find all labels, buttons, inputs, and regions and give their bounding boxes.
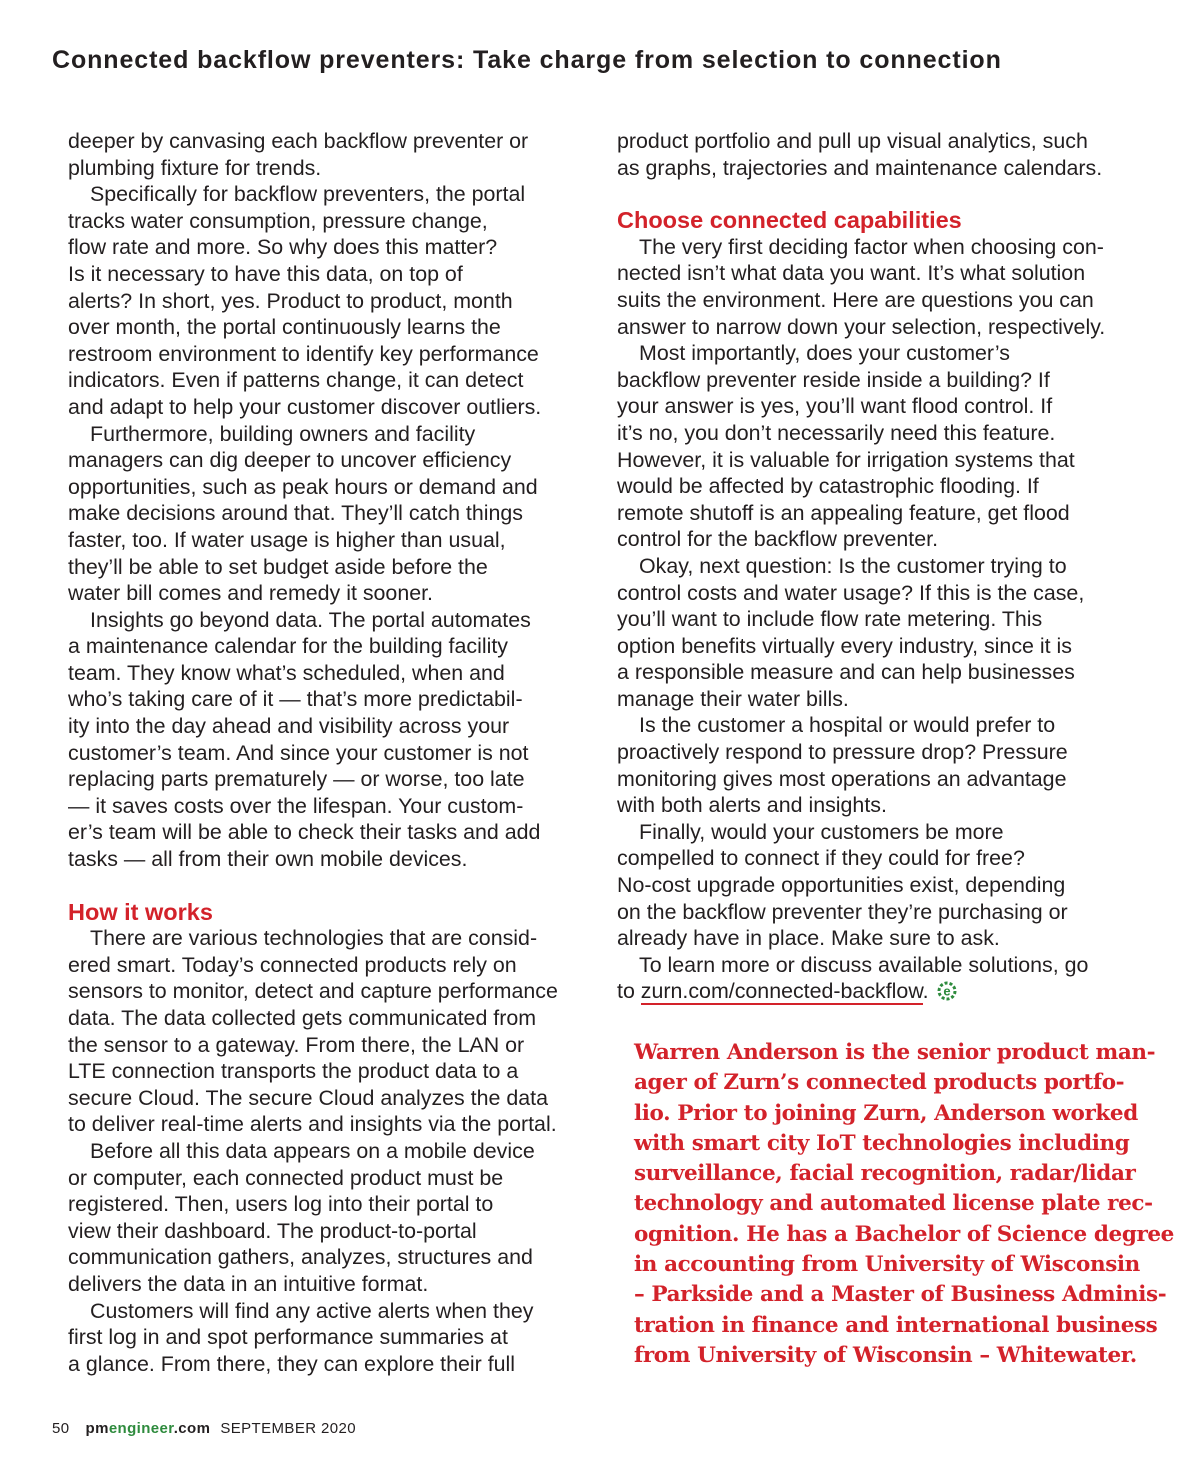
bio-line: Warren Anderson is the senior product man-: [634, 1040, 1156, 1065]
text-line: you’ll want to include flow rate metering. This: [617, 607, 1043, 632]
text-line: sensors to monitor, detect and capture performance: [68, 979, 558, 1004]
brand-engineer: engineer: [108, 1420, 174, 1437]
article-right-column: [617, 128, 1137, 1005]
text-line: Finally, would your customers be more: [639, 819, 1004, 844]
left-paragraphs-after-heading: [68, 925, 588, 1377]
text-line: However, it is valuable for irrigation systems that: [617, 447, 1075, 472]
text-line: over month, the portal continuously learns the: [68, 315, 501, 340]
bio-line: – Parkside and a Master of Business Adminis-: [634, 1282, 1167, 1308]
text-line: The very first deciding factor when choosing con-: [639, 234, 1104, 259]
end-of-article-icon: [937, 981, 957, 1001]
text-line: water bill comes and remedy it sooner.: [68, 581, 433, 606]
text-line: remote shutoff is an appealing feature, get flood: [617, 500, 1070, 525]
text-line: communication gathers, analyzes, structures and: [68, 1245, 533, 1270]
bio-line: technology and automated license plate rec-: [634, 1191, 1153, 1217]
text-line: option benefits virtually every industry, since it is: [617, 633, 1072, 658]
text-line: compelled to connect if they could for free?: [617, 846, 1025, 871]
closing-link-line: [617, 978, 1137, 1005]
brand-pm: pm: [85, 1420, 109, 1437]
text-line: or computer, each connected product must be: [68, 1165, 504, 1190]
text-line: a maintenance calendar for the building facility: [68, 634, 508, 659]
text-line: a glance. From there, they can explore their full: [68, 1351, 516, 1376]
page-title: Connected backflow preventers: Take charge from selection to connection: [52, 46, 1002, 74]
paragraph: [617, 712, 1137, 818]
bio-line: from University of Wisconsin – Whitewater.: [634, 1342, 1137, 1368]
text-line: — it saves costs over the lifespan. Your custom-: [68, 793, 524, 818]
issue-date: SEPTEMBER 2020: [220, 1420, 356, 1437]
text-line: customer’s team. And since your customer is not: [68, 740, 529, 765]
text-line: ity into the day ahead and visibility across your: [68, 714, 510, 739]
bio-line: tration in finance and international business: [634, 1312, 1158, 1338]
text-line: who’s taking care of it — that’s more predictabil-: [68, 687, 523, 712]
text-line: manage their water bills.: [617, 686, 849, 711]
text-line: tasks — all from their own mobile devices.: [68, 847, 468, 872]
text-line: Okay, next question: Is the customer trying to: [639, 553, 1067, 578]
text-line: make decisions around that. They’ll catch things: [68, 501, 523, 526]
paragraph: [617, 340, 1137, 553]
bio-line: in accounting from University of Wisconsin: [634, 1252, 1140, 1278]
text-line: faster, too. If water usage is higher than usual,: [68, 527, 506, 552]
text-line: LTE connection transports the product data to a: [68, 1059, 519, 1084]
bio-line: ognition. He has a Bachelor of Science degree: [634, 1221, 1174, 1247]
text-line: first log in and spot performance summaries at: [68, 1325, 508, 1350]
text-line: answer to narrow down your selection, respectively.: [617, 314, 1106, 339]
text-line: There are various technologies that are consid-: [90, 926, 538, 951]
closing-line: To learn more or discuss available solutions, go: [639, 952, 1089, 977]
text-line: No-cost upgrade opportunities exist, depending: [617, 873, 1066, 898]
paragraph: [68, 607, 588, 873]
bio-line: lio. Prior to joining Zurn, Anderson worked: [634, 1100, 1138, 1126]
text-line: Is the customer a hospital or would prefer to: [639, 713, 1056, 738]
right-paragraphs: [617, 128, 1137, 181]
page-footer: [52, 1420, 356, 1437]
closing-paragraph: [617, 952, 1137, 1005]
text-line: proactively respond to pressure drop? Pressure: [617, 740, 1068, 765]
text-line: secure Cloud. The secure Cloud analyzes the data: [68, 1085, 548, 1110]
text-line: already have in place. Make sure to ask.: [617, 926, 1000, 951]
text-line: backflow preventer reside inside a building? If: [617, 367, 1050, 392]
text-line: on the backflow preventer they’re purchasing or: [617, 899, 1068, 924]
text-line: er’s team will be able to check their tasks and add: [68, 820, 541, 845]
text-line: Furthermore, building owners and facility: [90, 421, 476, 446]
article-left-column: [68, 128, 588, 1377]
paragraph: [617, 128, 1137, 181]
text-line: Most importantly, does your customer’s: [639, 341, 1010, 366]
text-line: data. The data collected gets communicated from: [68, 1006, 537, 1030]
paragraph: [617, 819, 1137, 952]
text-line: with both alerts and insights.: [617, 793, 887, 818]
paragraph: [617, 234, 1137, 340]
text-line: ered smart. Today’s connected products rely on: [68, 952, 517, 977]
closing-prefix: to: [617, 979, 641, 1004]
text-line: deeper by canvasing each backflow preventer or: [68, 129, 529, 153]
section-heading-choose-capabilities: Choose connected capabilities: [617, 207, 962, 234]
text-line: product portfolio and pull up visual analytics, such: [617, 129, 1088, 153]
paragraph: [68, 1138, 588, 1298]
paragraph: [68, 181, 588, 420]
text-line: control costs and water usage? If this is the case,: [617, 580, 1085, 605]
text-line: Insights go beyond data. The portal automates: [90, 607, 531, 632]
text-line: it’s no, you don’t necessarily need this feature.: [617, 420, 1056, 445]
text-line: control for the backflow preventer.: [617, 527, 939, 552]
text-line: registered. Then, users log into their portal to: [68, 1192, 494, 1217]
brand-com: .com: [173, 1420, 211, 1437]
text-line: as graphs, trajectories and maintenance calendars.: [617, 155, 1103, 180]
text-line: would be affected by catastrophic flooding. If: [617, 474, 1039, 499]
text-line: view their dashboard. The product-to-portal: [68, 1218, 477, 1243]
paragraph: [68, 1298, 588, 1378]
text-line: Is it necessary to have this data, on top of: [68, 261, 463, 286]
paragraph: [617, 553, 1137, 713]
page-number: 50: [52, 1420, 70, 1437]
text-line: delivers the data in an intuitive format.: [68, 1271, 429, 1296]
left-paragraphs: [68, 128, 588, 873]
paragraph: [68, 925, 588, 1138]
text-line: they’ll be able to set budget aside before the: [68, 554, 488, 579]
text-line: flow rate and more. So why does this matter?: [68, 235, 498, 260]
svg-text:e: e: [942, 983, 951, 999]
text-line: opportunities, such as peak hours or demand and: [68, 474, 538, 499]
text-line: nected isn’t what data you want. It’s what solution: [617, 261, 1086, 286]
text-line: replacing parts prematurely — or worse, too late: [68, 767, 525, 792]
text-line: tracks water consumption, pressure change,: [68, 208, 488, 233]
text-line: your answer is yes, you’ll want flood control. If: [617, 394, 1053, 419]
text-line: indicators. Even if patterns change, it can detect: [68, 368, 524, 393]
text-line: suits the environment. Here are questions you can: [617, 287, 1094, 312]
bio-line: surveillance, facial recognition, radar/lidar: [634, 1161, 1136, 1187]
text-line: monitoring gives most operations an advantage: [617, 766, 1067, 791]
text-line: the sensor to a gateway. From there, the LAN or: [68, 1032, 525, 1057]
text-line: plumbing fixture for trends.: [68, 155, 322, 180]
right-paragraphs-after-heading: [617, 234, 1137, 952]
bio-line: ager of Zurn’s connected products portfo-: [634, 1070, 1125, 1096]
section-heading-how-it-works: How it works: [68, 898, 213, 925]
author-bio: [634, 1038, 1174, 1371]
text-line: Specifically for backflow preventers, the portal: [90, 182, 526, 207]
text-line: to deliver real-time alerts and insights via the portal.: [68, 1112, 557, 1137]
text-line: alerts? In short, yes. Product to product, month: [68, 288, 513, 313]
connected-backflow-link[interactable]: zurn.com/connected-backflow: [640, 979, 923, 1004]
text-line: a responsible measure and can help businesses: [617, 660, 1075, 685]
text-line: restroom environment to identify key performance: [68, 341, 539, 366]
paragraph: [68, 128, 588, 181]
closing-suffix: .: [922, 979, 929, 1004]
paragraph: [68, 421, 588, 607]
text-line: Customers will find any active alerts when they: [90, 1298, 534, 1323]
text-line: and adapt to help your customer discover outliers.: [68, 394, 542, 419]
text-line: managers can dig deeper to uncover efficiency: [68, 448, 512, 473]
text-line: team. They know what’s scheduled, when and: [68, 660, 505, 685]
bio-line: with smart city IoT technologies including: [634, 1130, 1130, 1156]
text-line: Before all this data appears on a mobile device: [90, 1138, 535, 1163]
